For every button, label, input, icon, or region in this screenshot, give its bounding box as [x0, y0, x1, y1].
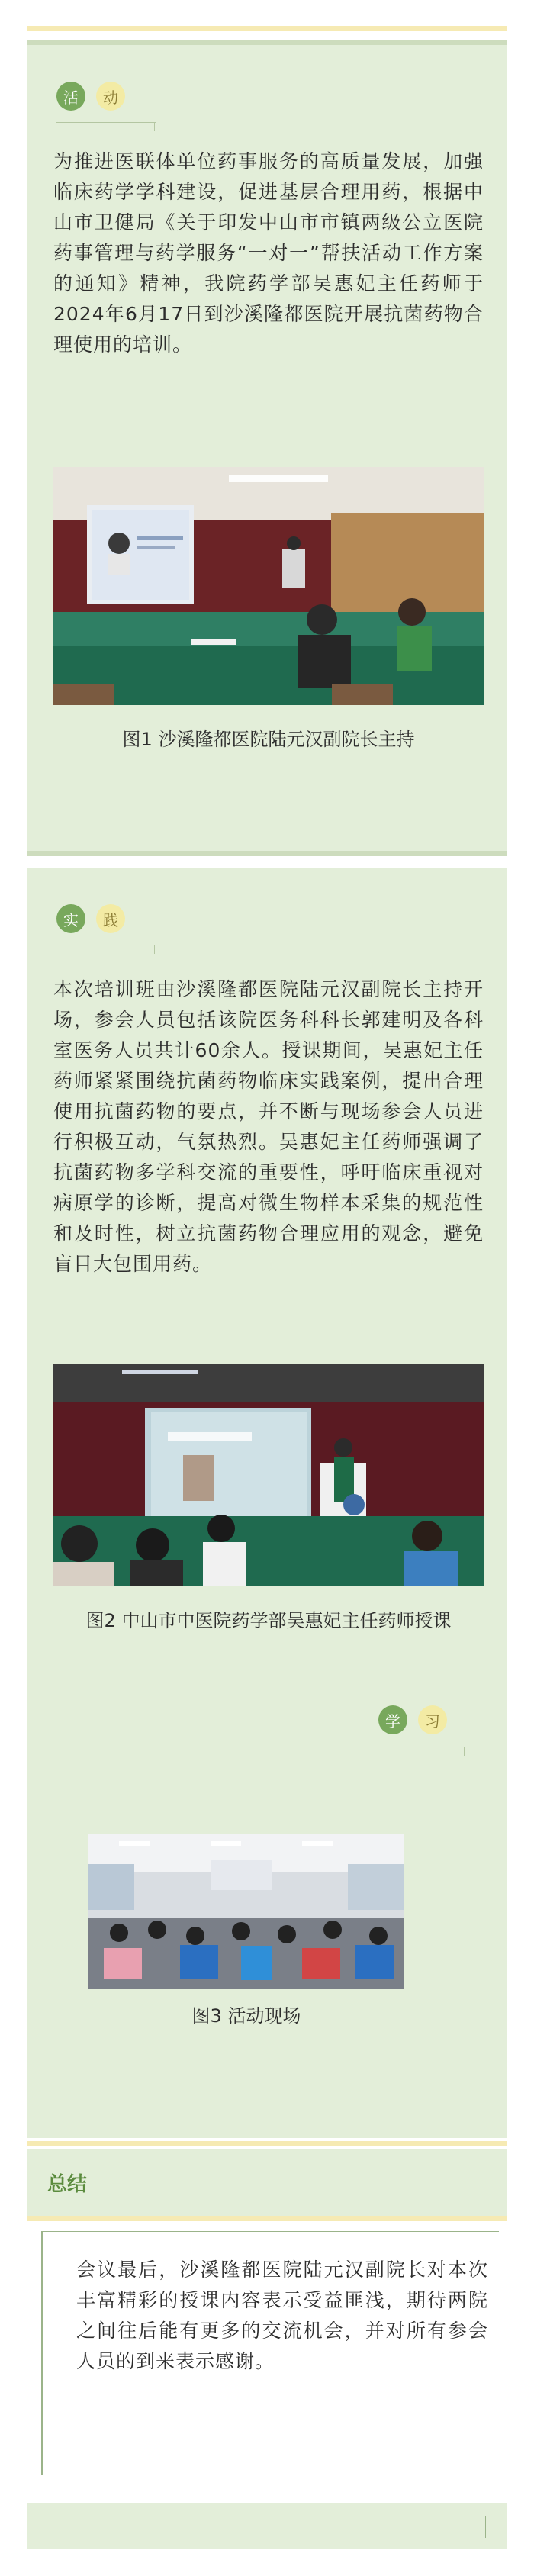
heading-badge-1: 实 [56, 904, 85, 933]
section-heading [56, 82, 125, 111]
section-paragraph: 为推进医联体单位药事服务的高质量发展，加强临床药学学科建设，促进基层合理用药，根据中山市卫健局《关于印发中山市市镇两级公立医院药事管理与药学服务“一对一”帮扶活动工作方案的通知》精神，我院药学部吴惠妃主任药师于2024年6月17日到沙溪隆都医院开展抗菌药物合理使用的培训。 [53, 150, 484, 356]
figure1-photo [53, 467, 484, 705]
section-heading [56, 904, 125, 933]
heading-badge-2: 动 [96, 82, 125, 111]
figure3-photo [88, 1834, 404, 1989]
section-activity [27, 40, 507, 856]
footer-decor [27, 2503, 507, 2549]
top-decor-line [27, 26, 507, 31]
figure1-caption: 图1 沙溪隆都医院陆元汉副院长主持 [122, 729, 415, 750]
heading-tick [154, 122, 155, 131]
section-bottom-stripe [27, 851, 507, 856]
section-paragraph: 本次培训班由沙溪隆都医院陆元汉副院长主持开场，参会人员包括该院医务科科长郭建明及各科室医务人员共计60余人。授课期间，吴惠妃主任药师紧紧围绕抗菌药物临床实践案例，提出合理使用抗菌药物的要点，并不断与现场参会人员进行积极互动，气氛热烈。吴惠妃主任药师强调了抗菌药物多学科交流的重要性，呼吁临床重视对病原学的诊断，提高对微生物样本采集的规范性和及时性，树立抗菌药物合理应用的观念，避免盲目大包围用药。 [53, 978, 484, 1275]
summary-paragraph: 会议最后，沙溪隆都医院陆元汉副院长对本次丰富精彩的授课内容表示受益匪浅，期待两院之间往后能有更多的交流机会，并对所有参会人员的到来表示感谢。 [76, 2259, 488, 2372]
heading-badge-2: 践 [96, 904, 125, 933]
figure2-caption: 图2 中山市中医院药学部吴惠妃主任药师授课 [85, 1610, 452, 1631]
study-heading [378, 1705, 447, 1734]
section-top-stripe [27, 40, 507, 45]
summary-top-line [27, 2141, 507, 2146]
heading-underline [56, 122, 156, 123]
heading-badge-1: 活 [56, 82, 85, 111]
summary-top-rule [41, 2231, 499, 2232]
summary-bottom-line [27, 2216, 507, 2221]
footer-tick [485, 2516, 486, 2538]
heading-badge-2: 习 [418, 1705, 447, 1734]
heading-tick [154, 945, 155, 954]
section-practice [27, 868, 507, 2138]
summary-title: 总结 [47, 2173, 88, 2196]
figure2-photo [53, 1364, 484, 1586]
figure3-caption: 图3 活动现场 [191, 2005, 301, 2027]
heading-badge-1: 学 [378, 1705, 407, 1734]
heading-tick [464, 1747, 465, 1756]
summary-header [27, 2149, 507, 2216]
summary-left-rule [41, 2231, 43, 2475]
